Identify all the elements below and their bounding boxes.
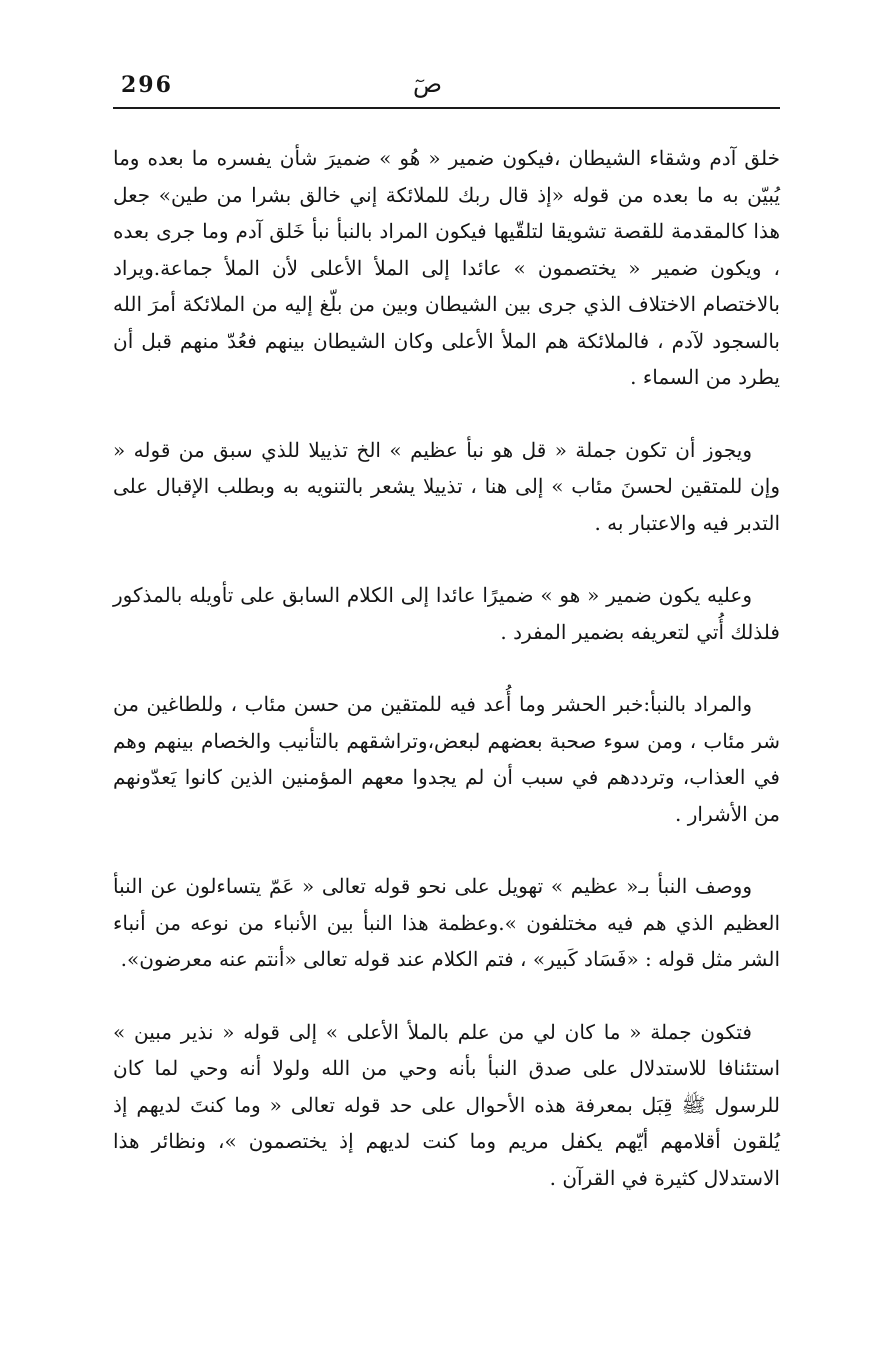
page-body xyxy=(113,140,780,1232)
paragraph-6: فتكون جملة « ما كان لي من علم بالملأ الأعلى » إلى قوله « نذير مبين » استئنافا للاستدلال على صدق النبأ بأنه وحي من الله ولولا أنه وحي لما كان للرسول ﷺ قِبَل بمعرفة هذه الأحوال على حد قوله تعالى « وما كنتَ لديهم إذ يُلقون أقلامهم أيّهم يكفل مريم وما كنت لديهم إذ يختصمون »، ونظائر هذا الاستدلال كثيرة في القرآن . xyxy=(113,1019,780,1190)
paragraph-4: والمراد بالنبأ:خبر الحشر وما أُعد فيه للمتقين من حسن مئاب ، وللطاغين من شر مئاب ، ومن سوء صحبة بعضهم لبعض،وتراشقهم بالتأنيب والخصام بينهم وهم في العذاب، وترددهم في سبب أن لم يجدوا معهم المؤمنين الذين كانوا يَعدّونهم من الأشرار . xyxy=(113,692,780,826)
page-header xyxy=(113,70,780,108)
page-number: 296 xyxy=(121,72,173,98)
paragraph-2: ويجوز أن تكون جملة « قل هو نبأ عظيم » الخ تذييلا للذي سبق من قوله « وإن للمتقين لحسنَ مئاب » إلى هنا ، تذييلا يشعر بالتنويه به وبطلب الإقبال على التدبر فيه والاعتبار به . xyxy=(113,437,780,535)
paragraph-1: خلق آدم وشقاء الشيطان ،فيكون ضمير « هُو » ضميرَ شأن يفسره ما بعده وما يُبيّن به ما بعده من قوله «إذ قال ربك للملائكة إني خالق بشرا من طين» جعل هذا كالمقدمة للقصة تشويقا لتلقّيها فيكون المراد بالنبأ نبأ خَلق آدم وما جرى بعده ، ويكون ضمير « يختصمون » عائدا إلى الملأ الأعلى لأن الملأ جماعة.ويراد بالاختصام الاختلاف الذي جرى بين الشيطان وبين من بلّغ إليه من الملائكة أمرَ الله بالسجود لآدم ، فالملائكة هم الملأ الأعلى وكان الشيطان بينهم فعُدّ منهم قبل أن يطرد من السماء . xyxy=(113,146,780,389)
paragraph-3: وعليه يكون ضمير « هو » ضميرًا عائدا إلى الكلام السابق على تأويله بالمذكور فلذلك أُتي لتعريفه بضمير المفرد . xyxy=(113,583,780,644)
surah-name: صٓ xyxy=(413,70,443,98)
paragraph-5: ووصف النبأ بـ« عظيم » تهويل على نحو قوله تعالى « عَمّ يتساءلون عن النبأ العظيم الذي هم فيه مختلفون ».وعظمة هذا النبأ بين الأنباء من نوعه من أنباء الشر مثل قوله : «فَسَاد كَبير» ، فتم الكلام عند قوله تعالى «أنتم عنه معرضون». xyxy=(113,874,780,971)
header-divider xyxy=(113,107,780,109)
